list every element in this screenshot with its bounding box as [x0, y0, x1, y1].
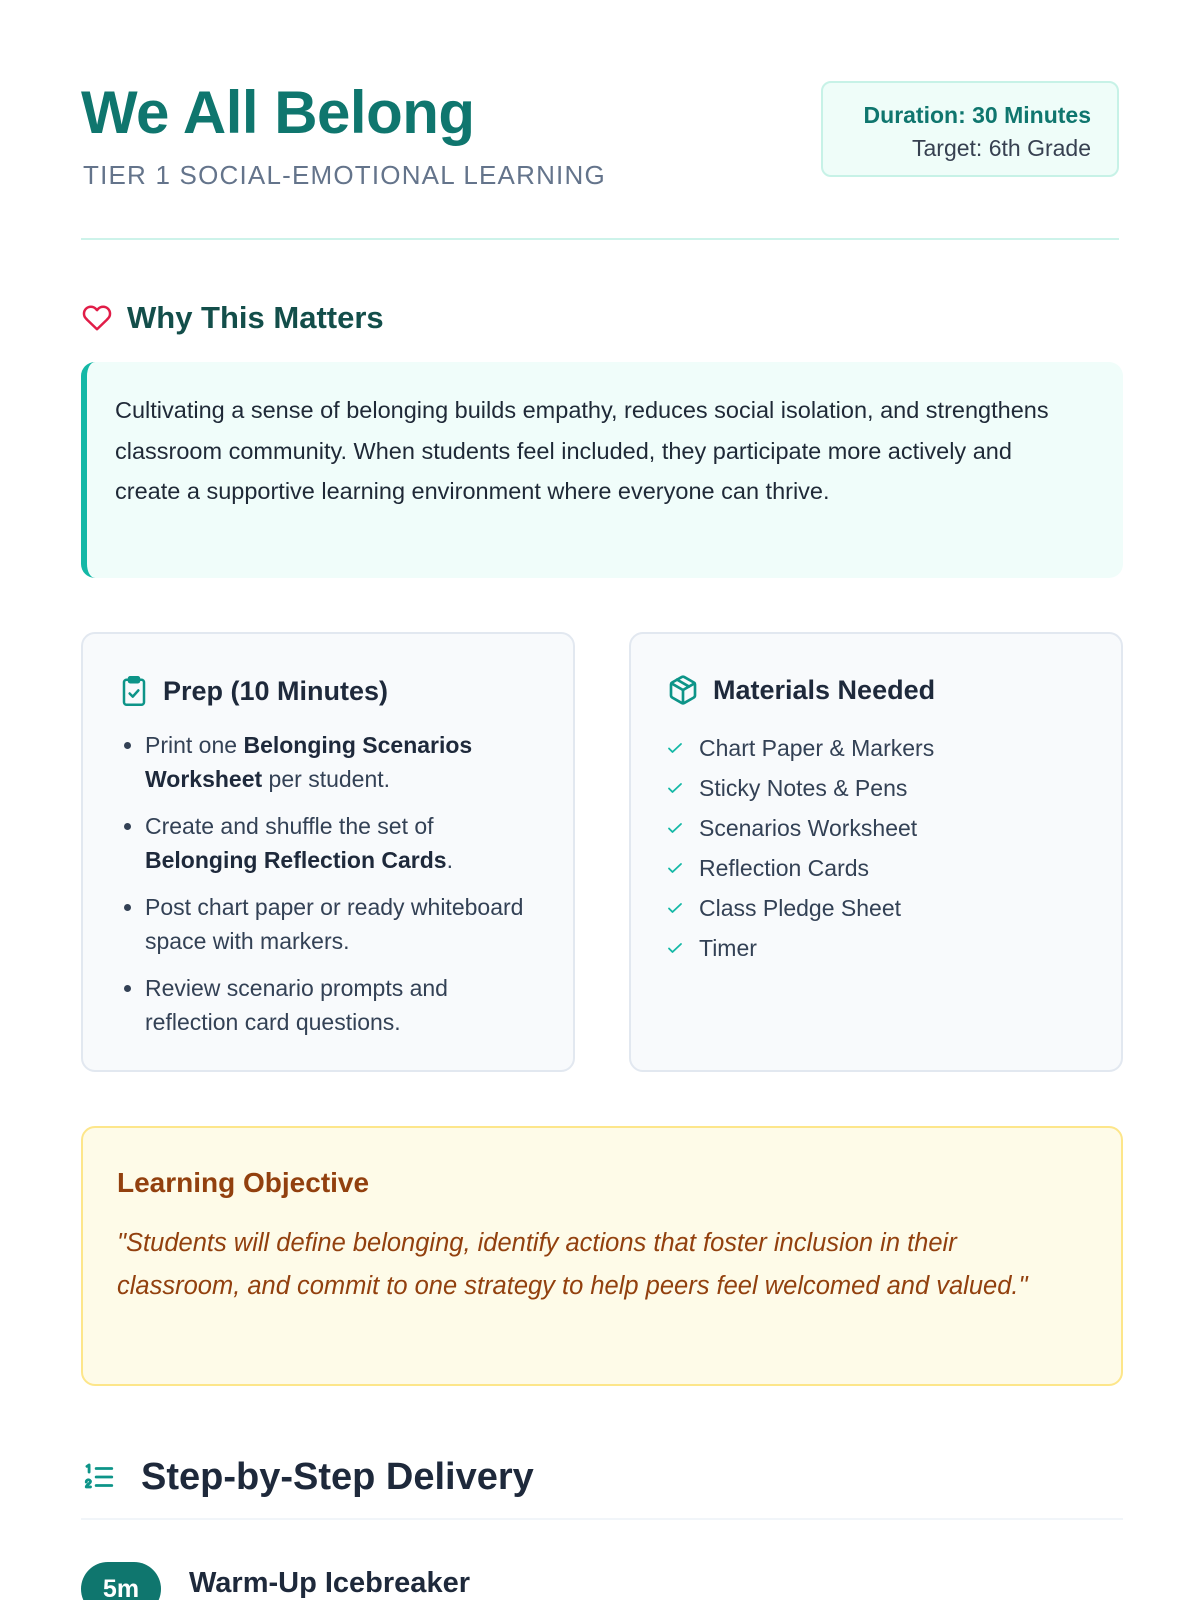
step-duration-badge: 5m — [81, 1562, 161, 1600]
material-item — [667, 728, 934, 768]
material-item-label: Scenarios Worksheet — [699, 815, 918, 841]
check-icon — [667, 900, 683, 916]
prep-item-text-end: . — [446, 847, 453, 873]
heart-icon — [81, 303, 113, 333]
learning-objective-box — [81, 1126, 1123, 1386]
material-item-label: Chart Paper & Markers — [699, 735, 935, 761]
prep-item — [145, 809, 545, 877]
prep-item-text: Post chart paper or ready whiteboard space with markers. — [145, 894, 524, 954]
materials-list — [667, 728, 934, 968]
check-icon — [667, 940, 683, 956]
prep-item-text: Create and shuffle the set of — [145, 813, 434, 839]
prep-item-text: Review scenario prompts and reflection card questions. — [145, 975, 448, 1035]
objective-text: "Students will define belonging, identify actions that foster inclusion in their classroom, and commit to one strategy to help peers feel welcomed and valued." — [117, 1229, 1028, 1300]
why-text: Cultivating a sense of belonging builds empathy, reduces social isolation, and strengthens classroom community. When students feel included, they participate more actively and create a supportive learning environment where everyone can thrive. — [115, 397, 1049, 504]
prep-list — [117, 728, 545, 1052]
box-icon — [667, 674, 699, 706]
objective-title: Learning Objective — [117, 1167, 370, 1198]
page-title: We All Belong — [81, 79, 475, 146]
material-item — [667, 848, 934, 888]
why-heading-label: Why This Matters — [127, 300, 384, 335]
material-item — [667, 768, 934, 808]
steps-heading-label: Step-by-Step Delivery — [141, 1455, 534, 1498]
prep-item-emphasis: Belonging Reflection Cards — [145, 847, 447, 873]
steps-heading — [81, 1452, 534, 1502]
prep-card — [81, 632, 575, 1072]
prep-heading-label: Prep (10 Minutes) — [163, 675, 389, 706]
lesson-meta-box — [821, 81, 1119, 177]
check-icon — [667, 820, 683, 836]
materials-heading-label: Materials Needed — [713, 674, 936, 705]
why-heading — [81, 296, 384, 340]
check-icon — [667, 780, 683, 796]
material-item-label: Class Pledge Sheet — [699, 895, 902, 921]
page-subtitle: TIER 1 SOCIAL-EMOTIONAL LEARNING — [83, 160, 606, 190]
prep-heading — [119, 674, 388, 708]
material-item-label: Timer — [699, 935, 757, 961]
numbered-list-icon — [81, 1460, 117, 1494]
material-item-label: Reflection Cards — [699, 855, 870, 881]
material-item — [667, 808, 934, 848]
step-row — [81, 1562, 470, 1600]
check-icon — [667, 860, 683, 876]
prep-item-text: Print one — [145, 732, 244, 758]
prep-item — [145, 971, 545, 1039]
why-callout — [81, 362, 1123, 578]
step-title: Warm-Up Icebreaker — [189, 1567, 470, 1599]
material-item — [667, 928, 934, 968]
duration-label: Duration: 30 Minutes — [863, 102, 1091, 128]
target-label: Target: 6th Grade — [912, 135, 1091, 161]
material-item-label: Sticky Notes & Pens — [699, 775, 908, 801]
materials-card — [629, 632, 1123, 1072]
prep-item — [145, 728, 545, 796]
prep-item-emphasis: Belonging Scenarios Worksheet — [145, 732, 473, 792]
steps-divider — [81, 1518, 1123, 1520]
prep-item — [145, 890, 545, 958]
prep-item-text-end: per student. — [262, 766, 391, 792]
materials-heading — [667, 674, 935, 706]
check-icon — [667, 740, 683, 756]
material-item — [667, 888, 934, 928]
header — [81, 0, 1119, 240]
clipboard-check-icon — [119, 674, 149, 708]
